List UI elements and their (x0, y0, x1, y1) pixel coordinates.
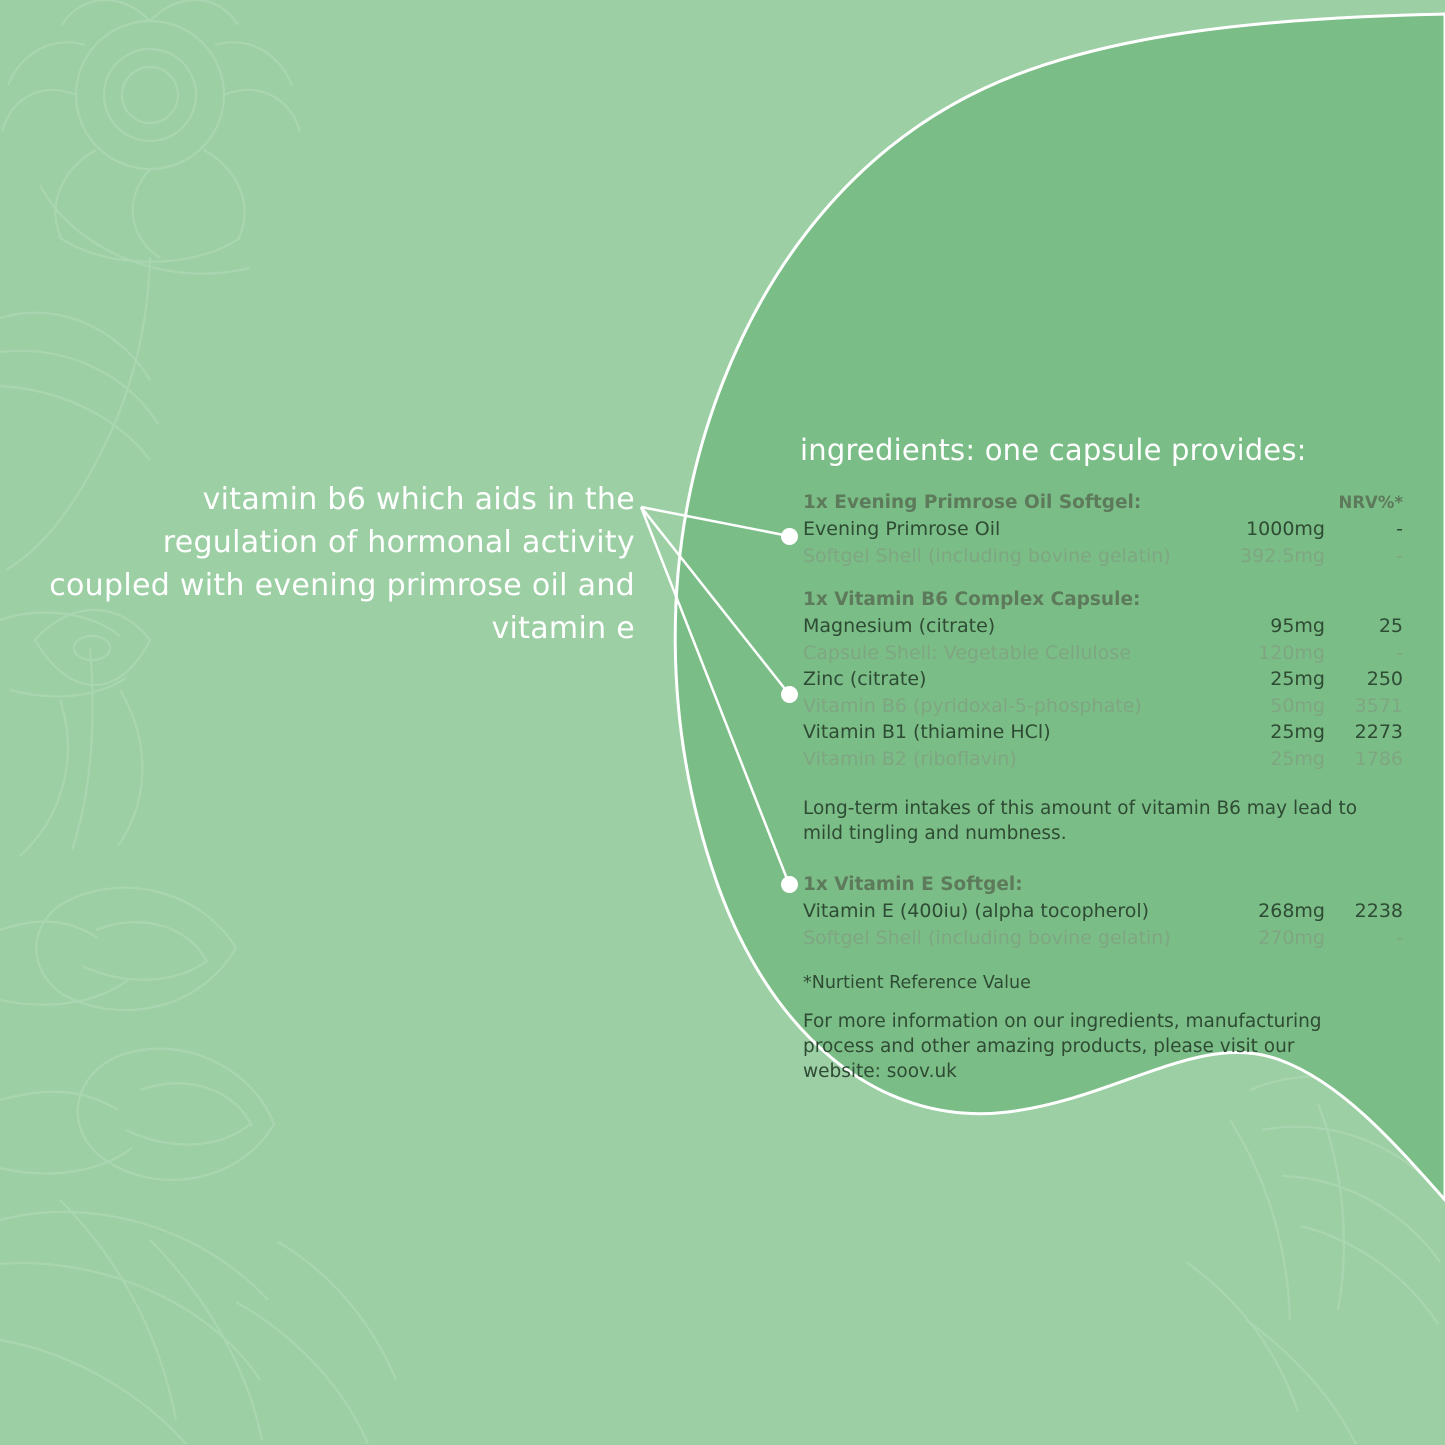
group-heading-row (803, 587, 1405, 612)
ingredient-group-primrose (795, 490, 1405, 569)
ingredient-nrv: 3571 (1354, 694, 1403, 717)
ingredient-nrv: 25 (1378, 615, 1403, 637)
headline-text: vitamin b6 which aids in the regulation of hormonal activity coupled with evening primrose oil and vitamin e (49, 482, 635, 646)
ingredient-nrv: 2273 (1354, 721, 1403, 743)
ingredient-name: Vitamin B2 (riboflavin) (803, 747, 1017, 770)
ingredient-row (803, 925, 1405, 952)
group-heading: 1x Vitamin E Softgel: (803, 874, 1023, 895)
ingredient-row (803, 640, 1405, 667)
ingredients-panel (795, 432, 1405, 1084)
ingredient-name: Softgel Shell (including bovine gelatin) (803, 926, 1171, 949)
panel-title: ingredients: one capsule provides: (800, 433, 1307, 467)
ingredient-amount: 95mg (1270, 615, 1325, 637)
ingredient-name: Magnesium (citrate) (803, 615, 996, 637)
ingredient-name: Vitamin E (400iu) (alpha tocopherol) (803, 900, 1150, 922)
ingredient-name: Zinc (citrate) (803, 668, 927, 690)
group-heading-row (803, 872, 1405, 897)
ingredient-amount: 392.5mg (1240, 544, 1325, 567)
ingredient-group-b6-complex (795, 587, 1405, 772)
ingredient-nrv: 250 (1366, 668, 1403, 690)
ingredient-row (803, 613, 1405, 640)
group-heading: 1x Vitamin B6 Complex Capsule: (803, 589, 1141, 610)
ingredient-nrv: - (1396, 926, 1403, 949)
ingredient-row (803, 719, 1405, 746)
ingredient-row (803, 898, 1405, 925)
nrv-header: NRV%* (1338, 493, 1403, 512)
ingredient-row (803, 543, 1405, 570)
ingredient-row (803, 693, 1405, 720)
ingredient-amount: 25mg (1270, 721, 1325, 743)
b6-warning-text: Long-term intakes of this amount of vitamin B6 may lead to mild tingling and numbness. (803, 798, 1358, 844)
ingredient-nrv: 1786 (1354, 747, 1403, 770)
ingredient-row (803, 666, 1405, 693)
ingredient-amount: 270mg (1258, 926, 1325, 949)
ingredient-name: Evening Primrose Oil (803, 518, 1001, 540)
ingredient-name: Vitamin B6 (pyridoxal-5-phosphate) (803, 694, 1142, 717)
ingredient-amount: 120mg (1258, 641, 1325, 664)
ingredient-nrv: 2238 (1354, 900, 1403, 922)
ingredient-amount: 25mg (1270, 747, 1325, 770)
nrv-footnote: *Nurtient Reference Value (803, 973, 1031, 993)
more-information-text: For more information on our ingredients, manufacturing process and other amazing products, please visit our website: soov.uk (803, 1011, 1322, 1082)
group-heading: 1x Evening Primrose Oil Softgel: (803, 492, 1142, 513)
ingredient-nrv: - (1396, 544, 1403, 567)
ingredient-name: Capsule Shell: Vegetable Cellulose (803, 641, 1131, 664)
ingredient-row (803, 746, 1405, 773)
ingredient-amount: 1000mg (1246, 518, 1325, 540)
group-heading-row (803, 490, 1405, 515)
ingredient-name: Vitamin B1 (thiamine HCl) (803, 721, 1051, 743)
ingredient-amount: 50mg (1270, 694, 1325, 717)
ingredient-nrv: - (1396, 518, 1403, 540)
ingredient-nrv: - (1396, 641, 1403, 664)
ingredient-row (803, 516, 1405, 543)
ingredient-group-vitamin-e (795, 872, 1405, 951)
ingredient-amount: 25mg (1270, 668, 1325, 690)
ingredient-name: Softgel Shell (including bovine gelatin) (803, 544, 1171, 567)
ingredient-amount: 268mg (1258, 900, 1325, 922)
